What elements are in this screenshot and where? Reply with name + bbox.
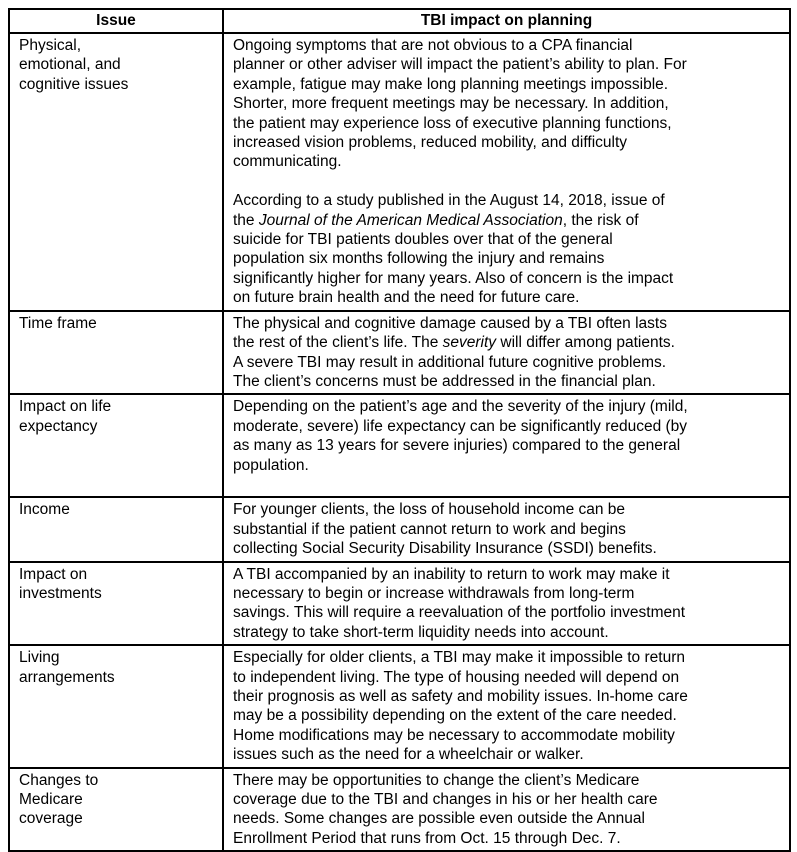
impact-text-line: communicating.: [233, 153, 342, 171]
impact-text-line: planner or other adviser will impact the patient’s ability to plan. For: [233, 56, 687, 74]
impact-cell: [223, 768, 790, 852]
impact-text-line: substantial if the patient cannot return to work and begins: [233, 520, 626, 538]
issue-cell: [9, 33, 223, 311]
impact-cell: [223, 497, 790, 561]
impact-text-line: their prognosis as well as safety and mobility issues. In-home care: [233, 688, 688, 705]
impact-text-line: moderate, severe) life expectancy can be significantly reduced (by: [233, 417, 688, 435]
impact-text-line: Shorter, more frequent meetings may be necessary. In addition,: [233, 95, 669, 113]
impact-text-line: population.: [233, 456, 309, 474]
table-row: [9, 311, 790, 395]
issue-text-line: Physical,: [19, 37, 82, 54]
impact-text-line: suicide for TBI patients doubles over that of the general: [233, 231, 613, 249]
impact-text-line: Home modifications may be necessary to accommodate mobility: [233, 726, 675, 744]
header-row: [9, 9, 790, 33]
impact-cell: [223, 33, 790, 311]
impact-text-line: the rest of the client’s life. The severity will differ among patients.: [233, 334, 675, 352]
impact-text-line: as many as 13 years for severe injuries) compared to the general: [233, 437, 681, 455]
impact-text-line: significantly higher for many years. Also of concern is the impact: [233, 269, 674, 287]
table-row: [9, 562, 790, 646]
impact-text-line: Especially for older clients, a TBI may make it impossible to return: [233, 649, 685, 667]
impact-text-line: the Journal of the American Medical Association, the risk of: [233, 211, 639, 229]
issue-text-line: investments: [19, 584, 102, 602]
issue-text-line: Living: [19, 649, 60, 667]
issue-cell: [9, 311, 223, 395]
issue-cell: [9, 768, 223, 852]
table-row: [9, 33, 790, 311]
impact-text-line: needs. Some changes are possible even outside the Annual: [233, 810, 645, 828]
impact-text-line: A TBI accompanied by an inability to return to work may make it: [233, 565, 670, 583]
impact-column-header: TBI impact on planning: [223, 9, 790, 33]
impact-text-line: example, fatigue may make long planning meetings impossible.: [233, 75, 669, 93]
issue-cell: [9, 645, 223, 767]
impact-text-line: collecting Social Security Disability Insurance (SSDI) benefits.: [233, 540, 657, 558]
table-row: [9, 497, 790, 561]
issue-text-line: Changes to: [19, 771, 99, 789]
impact-text-line: increased vision problems, reduced mobility, and difficulty: [233, 134, 628, 152]
impact-text-line: A severe TBI may result in additional future cognitive problems.: [233, 353, 667, 371]
impact-text-line: strategy to take short-term liquidity needs into account.: [233, 623, 609, 641]
impact-text-line: There may be opportunities to change the client’s Medicare: [233, 771, 640, 789]
issue-cell: [9, 394, 223, 497]
impact-text-line: to independent living. The type of housing needed will depend on: [233, 668, 680, 686]
issue-text-line: expectancy: [19, 417, 98, 435]
table-row: [9, 645, 790, 767]
issue-text-line: Income: [19, 501, 70, 519]
issue-cell: [9, 562, 223, 646]
impact-text-line: Depending on the patient’s age and the severity of the injury (mild,: [233, 398, 688, 416]
impact-cell: [223, 394, 790, 497]
table-row: [9, 768, 790, 852]
issue-text-line: arrangements: [19, 668, 115, 686]
impact-text-line: coverage due to the TBI and changes in his or her health care: [233, 791, 658, 809]
impact-cell: [223, 645, 790, 767]
issue-text-line: Impact on life: [19, 398, 112, 416]
issue-text-line: Medicare: [19, 791, 83, 809]
impact-text-line: Ongoing symptoms that are not obvious to a CPA financial: [233, 37, 633, 54]
impact-text-line: The client’s concerns must be addressed in the financial plan.: [233, 372, 656, 390]
impact-cell: [223, 311, 790, 395]
impact-text-line: [233, 172, 781, 191]
impact-cell: [223, 562, 790, 646]
issue-cell: [9, 497, 223, 561]
impact-text-line: may be a possibility depending on the extent of the care needed.: [233, 707, 677, 725]
table-body: [9, 33, 790, 851]
impact-text-line: For younger clients, the loss of household income can be: [233, 501, 626, 519]
impact-text-line: issues such as the need for a wheelchair or walker.: [233, 746, 584, 764]
tbi-impact-table: [8, 8, 791, 852]
impact-text-line: on future brain health and the need for future care.: [233, 289, 580, 307]
impact-text-line: population six months following the injury and remains: [233, 250, 605, 268]
issue-text-line: Impact on: [19, 565, 88, 583]
impact-text-line: the patient may experience loss of executive planning functions,: [233, 114, 672, 132]
issue-text-line: emotional, and: [19, 56, 121, 74]
impact-text-line: Enrollment Period that runs from Oct. 15 through Dec. 7.: [233, 829, 621, 847]
impact-text-line: savings. This will require a reevaluation of the portfolio investment: [233, 604, 686, 622]
issue-text-line: cognitive issues: [19, 75, 129, 93]
impact-text-line: [233, 475, 781, 494]
issue-column-header: Issue: [9, 9, 223, 33]
impact-text-line: According to a study published in the August 14, 2018, issue of: [233, 192, 665, 210]
issue-text-line: Time frame: [19, 314, 97, 332]
table-row: [9, 394, 790, 497]
impact-text-line: The physical and cognitive damage caused by a TBI often lasts: [233, 314, 667, 332]
impact-text-line: necessary to begin or increase withdrawals from long-term: [233, 584, 635, 602]
issue-text-line: coverage: [19, 810, 83, 828]
